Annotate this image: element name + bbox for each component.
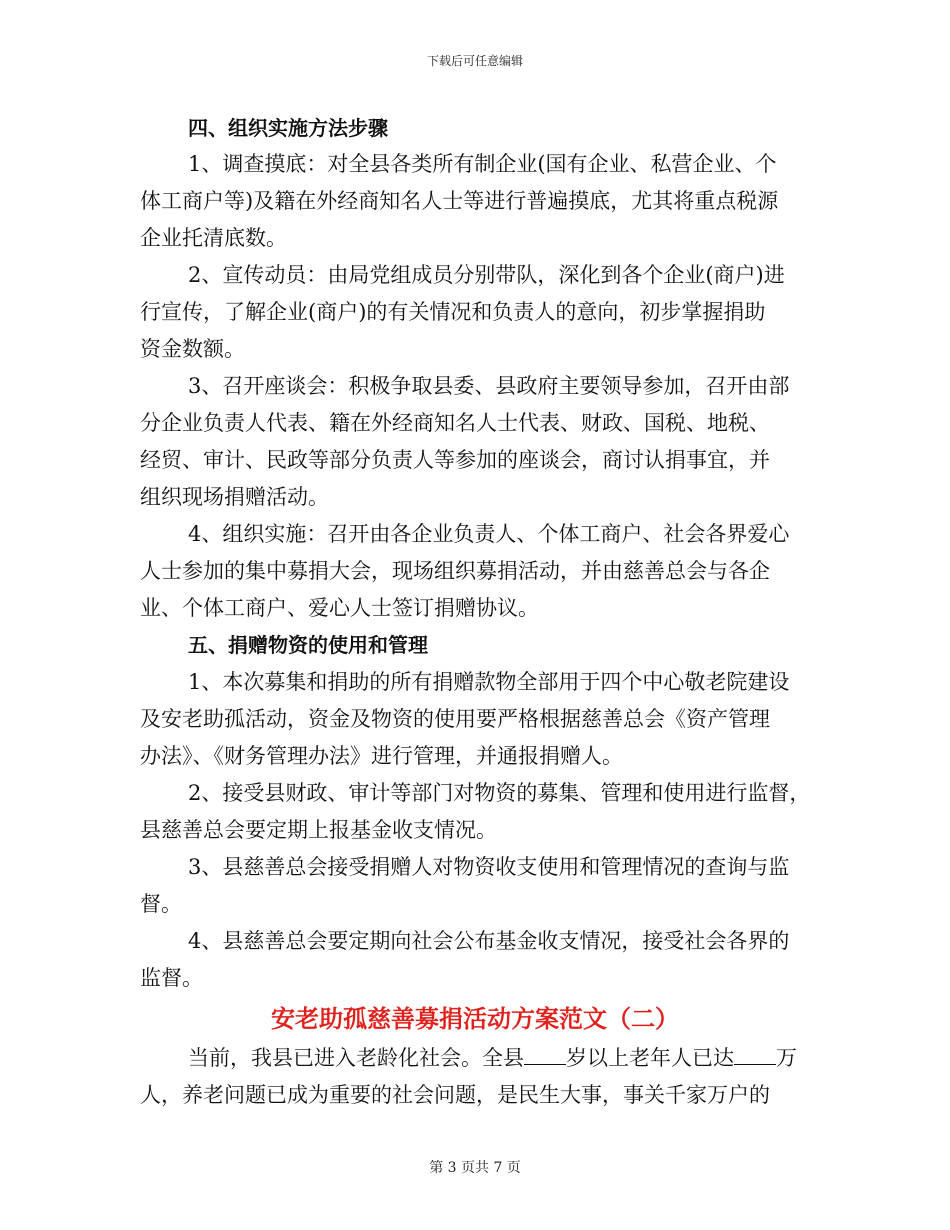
paragraph-line: 1、调查摸底：对全县各类所有制企业(国有企业、私营企业、个 bbox=[188, 152, 777, 176]
page-footer: 第 3 页共 7 页 bbox=[429, 1160, 521, 1176]
text-segment: 当前，我县已进入老龄化社会。全县 bbox=[188, 1046, 524, 1070]
paragraph-line: 4、县慈善总会要定期向社会公布基金收支情况，接受社会各界的 bbox=[188, 929, 790, 953]
paragraph-line: 体工商户等)及籍在外经商知名人士等进行普遍摸底，尤其将重点税源 bbox=[140, 189, 779, 213]
fill-in-blank bbox=[524, 1046, 566, 1065]
paragraph-line: 分企业负责人代表、籍在外经商知名人士代表、财政、国税、地税、 bbox=[140, 411, 770, 435]
paragraph-line: 行宣传，了解企业(商户)的有关情况和负责人的意向，初步掌握捐助 bbox=[140, 300, 766, 324]
paragraph-line: 县慈善总会要定期上报基金收支情况。 bbox=[140, 818, 497, 842]
paragraph-line: 及安老助孤活动，资金及物资的使用要严格根据慈善总会《资产管理 bbox=[140, 707, 770, 731]
page-header: 下载后可任意编辑 bbox=[426, 54, 523, 68]
part-2-title: 安老助孤慈善募捐活动方案范文（二） bbox=[271, 1005, 679, 1033]
paragraph-line bbox=[188, 1043, 878, 1073]
paragraph-line: 2、接受县财政、审计等部门对物资的募集、管理和使用进行监督， bbox=[188, 781, 811, 805]
paragraph-line: 经贸、审计、民政等部分负责人等参加的座谈会，商讨认捐事宜，并 bbox=[140, 448, 770, 472]
paragraph-line: 2、宣传动员：由局党组成员分别带队，深化到各个企业(商户)进 bbox=[188, 263, 785, 287]
paragraph-line: 1、本次募集和捐助的所有捐赠款物全部用于四个中心敬老院建设 bbox=[188, 670, 790, 694]
paragraph-line: 业、个体工商户、爱心人士签订捐赠协议。 bbox=[140, 596, 539, 620]
paragraph-line: 4、组织实施：召开由各企业负责人、个体工商户、社会各界爱心 bbox=[188, 522, 790, 546]
paragraph-line: 资金数额。 bbox=[140, 337, 245, 361]
paragraph-line: 3、县慈善总会接受捐赠人对物资收支使用和管理情况的查询与监 bbox=[188, 855, 790, 879]
fill-in-blank bbox=[734, 1046, 776, 1065]
section-4-heading: 四、组织实施方法步骤 bbox=[188, 116, 388, 140]
text-segment: 岁以上老年人已达 bbox=[566, 1046, 734, 1070]
paragraph-line: 办法》、《财务管理办法》进行管理，并通报捐赠人。 bbox=[140, 744, 623, 768]
text-segment: 万 bbox=[776, 1046, 797, 1070]
paragraph-line: 人士参加的集中募捐大会，现场组织募捐活动，并由慈善总会与各企 bbox=[140, 559, 770, 583]
paragraph-line: 人，养老问题已成为重要的社会问题，是民生大事，事关千家万户的 bbox=[140, 1083, 770, 1107]
section-5-heading: 五、捐赠物资的使用和管理 bbox=[188, 633, 428, 657]
paragraph-line: 组织现场捐赠活动。 bbox=[140, 485, 329, 509]
paragraph-line: 监督。 bbox=[140, 966, 203, 990]
paragraph-line: 3、召开座谈会：积极争取县委、县政府主要领导参加，召开由部 bbox=[188, 374, 790, 398]
paragraph-line: 督。 bbox=[140, 892, 182, 916]
paragraph-line: 企业托清底数。 bbox=[140, 226, 287, 250]
